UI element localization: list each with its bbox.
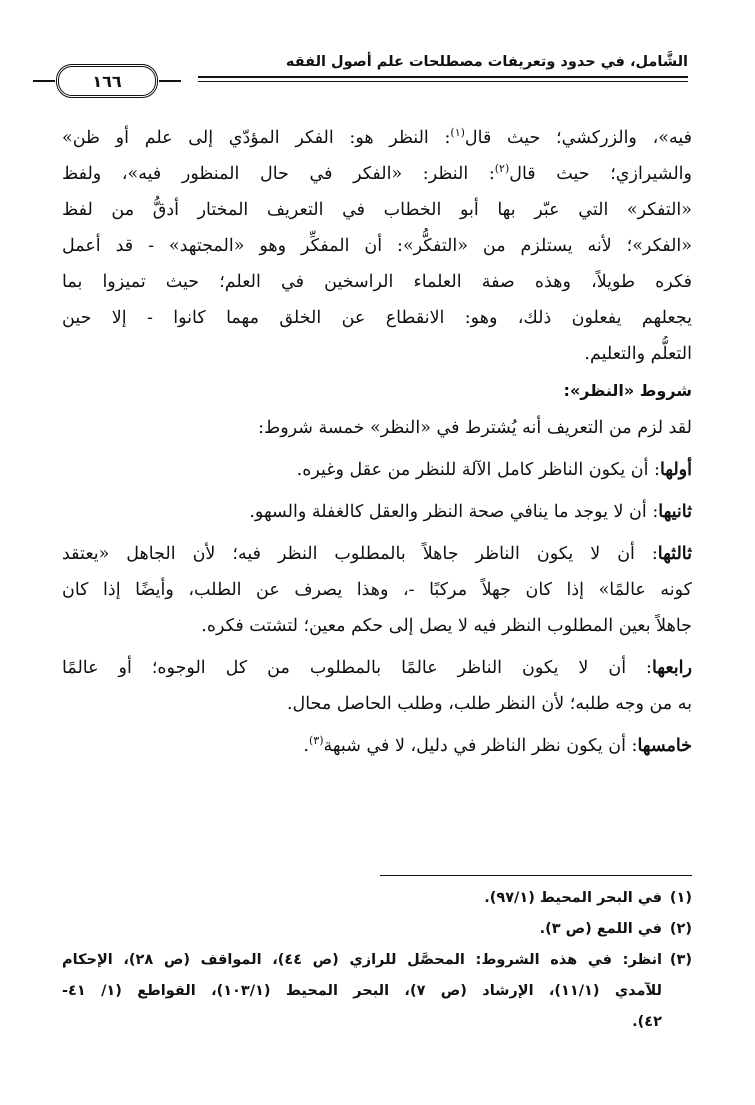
footnote-text: في البحر المحيط (٩٧/١). <box>484 890 662 906</box>
text-line: «الفكر»؛ لأنه يستلزم من «التفكُّر»: أن المفكِّر وهو «المجتهد» - قد أعمل <box>62 236 692 256</box>
condition-label: خامسها <box>637 736 692 756</box>
page-number: ١٦٦ <box>56 64 158 98</box>
text-line: «التفكر» التي عبّر بها أبو الخطاب في التعريف المختار أدقُّ من لفظ <box>62 200 692 220</box>
footnote <box>62 914 692 945</box>
footnote-text: انظر: في هذه الشروط: المحصَّل للرازي (ص ٤٤)، المواقف (ص ٢٨)، الإحكام <box>62 952 663 968</box>
text-line: فكره طويلاً، وهذه صفة العلماء الراسخين في العلم؛ حيث تميزوا بما <box>62 272 692 292</box>
text-line: كونه عالمًا» إذا كان جهلاً مركبًا -، وهذا يصرف عن الطلب، وأيضًا إذا كان <box>62 580 692 600</box>
text-line: والشيرازي؛ حيث قال$^{(٢)}$: النظر: «الفكر في حال المنظور فيه»، ولفظ <box>62 162 692 184</box>
page-header <box>48 52 688 100</box>
condition-4: رابعها: أن لا يكون الناظر عالمًا بالمطلوب من كل الوجوه؛ أو عالمًا <box>62 658 692 678</box>
footnote-text: في اللمع (ص ٣). <box>539 921 662 937</box>
main-text <box>62 120 692 764</box>
footnote-ref[interactable]: (٢) <box>494 162 510 176</box>
condition-5: خامسها: أن يكون نظر الناظر في دليل، لا في شبهة$^{(٣)}$. <box>303 734 692 756</box>
intro-line: لقد لزم من التعريف أنه يُشترط في «النظر» خمسة شروط: <box>258 418 692 438</box>
condition-label: ثانيها <box>658 502 692 522</box>
footnote-ref[interactable]: (١) <box>450 126 465 140</box>
footnote-number: (٣) <box>669 952 692 968</box>
text-line: التعلُّم والتعليم. <box>584 344 692 364</box>
header-rule-thin <box>198 81 688 82</box>
text-line: جاهلاً بعين المطلوب النظر فيه لا يصل إلى حكم معين؛ لتشتت فكره. <box>201 616 692 636</box>
text-line: فيه»، والزركشي؛ حيث قال$^{(١)}$: النظر هو: الفكر المؤدّي إلى علم أو ظن» <box>62 126 692 148</box>
footnote-number: (٢) <box>669 921 692 937</box>
footnotes <box>62 883 692 1038</box>
condition-label: رابعها <box>651 658 692 678</box>
footnote <box>62 883 692 914</box>
header-rule <box>198 76 688 78</box>
condition-1: أولها: أن يكون الناظر كامل الآلة للنظر من عقل وغيره. <box>296 460 692 480</box>
running-title: الشَّامل، في حدود وتعريفات مصطلحات علم أصول الفقه <box>285 54 688 70</box>
footnote-number: (١) <box>669 890 692 906</box>
footnote-text: ٤٢). <box>632 1014 662 1030</box>
condition-2: ثانيها: أن لا يوجد ما ينافي صحة النظر والعقل كالغفلة والسهو. <box>249 502 692 522</box>
text-line: يجعلهم يفعلون ذلك، وهو: الانقطاع عن الخلق مهما كانوا - إلا حين <box>62 308 692 328</box>
condition-label: أولها <box>659 460 692 480</box>
text-line: به من وجه طلبه؛ لأن النظر طلب، وطلب الحاصل محال. <box>286 694 692 714</box>
footnote <box>62 945 692 1038</box>
condition-3: ثالثها: أن لا يكون الناظر جاهلاً بالمطلوب النظر فيه؛ لأن الجاهل «يعتقد <box>62 544 692 564</box>
footnote-ref[interactable]: (٣) <box>308 734 324 748</box>
section-heading: شروط «النظر»: <box>563 381 692 400</box>
footnote-text: للآمدي (١١/١)، الإرشاد (ص ٧)، البحر المحيط (١٠٣/١)، القواطع (١/ ٤١- <box>62 983 662 999</box>
condition-label: ثالثها <box>657 544 692 564</box>
footnote-separator <box>380 875 692 876</box>
